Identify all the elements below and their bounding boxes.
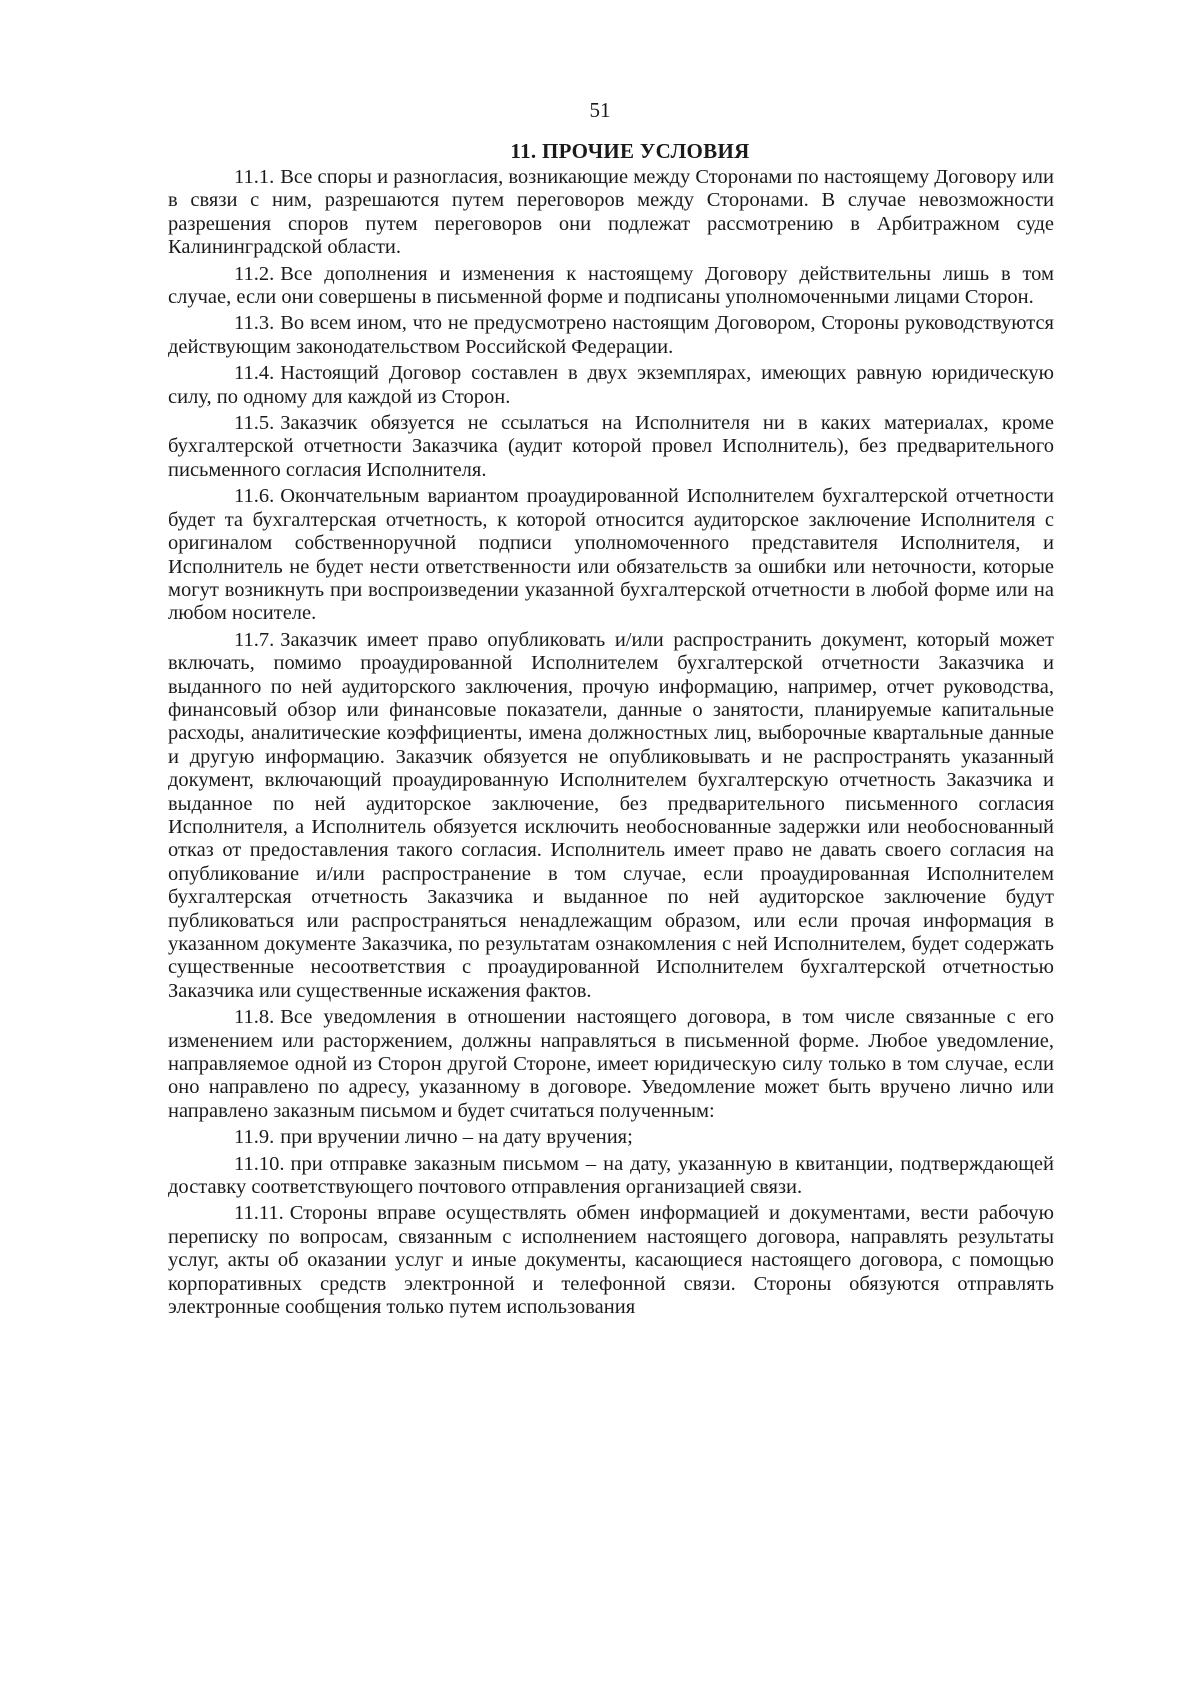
clause-number: 11.7. bbox=[234, 628, 275, 651]
clause-text: Заказчик обязуется не ссылаться на Исполнителя ни в каких материалах, кроме бухгалтерской отчетности Заказчика (аудит которой провел Исполнитель), без предварительного письменного согласия Исполнителя. bbox=[168, 412, 1054, 481]
clause-number: 11.2. bbox=[234, 262, 275, 285]
clause-11-10 bbox=[168, 1153, 1054, 1200]
clause-11-5 bbox=[168, 412, 1054, 482]
clause-11-6 bbox=[168, 485, 1054, 625]
clause-number: 11.8. bbox=[234, 1006, 275, 1029]
clause-text: Окончательным вариантом проаудированной Исполнителем бухгалтерской отчетности будет та бухгалтерская отчетность, к которой относится аудиторское заключение Исполнителя с оригиналом собственноручной подписи уполномоченного представителя Исполнителя, и Исполнитель не будет нести ответственности или обязательств за ошибки или неточности, которые могут возникнуть при воспроизведении указанной бухгалтерской отчетности в любой форме или на любом носителе. bbox=[168, 485, 1054, 625]
clause-number: 11.6. bbox=[234, 485, 275, 508]
clause-number: 11.4. bbox=[234, 362, 275, 385]
clause-text: Все споры и разногласия, возникающие между Сторонами по настоящему Договору или в связи с ним, разрешаются путем переговоров между Сторонами. В случае невозможности разрешения споров путем переговоров они подлежат рассмотрению в Арбитражном суде Калининградской области. bbox=[168, 166, 1054, 259]
clause-11-8 bbox=[168, 1006, 1054, 1123]
clause-number: 11.1. bbox=[234, 166, 275, 188]
clause-number: 11.11. bbox=[234, 1202, 284, 1225]
clause-text: Стороны вправе осуществлять обмен информацией и документами, вести рабочую переписку по вопросам, связанным с исполнением настоящего договора, направлять результаты услуг, акты об оказании услуг и иные документы, касающиеся настоящего договора, с помощью корпоративных средств электронной и телефонной связи. Стороны обязуются отправлять электронные сообщения только путем использования bbox=[168, 1202, 1054, 1319]
clause-11-3 bbox=[168, 312, 1054, 359]
clause-11-4 bbox=[168, 362, 1054, 409]
clause-number: 11.9. bbox=[234, 1126, 275, 1149]
clause-text: Заказчик имеет право опубликовать и/или распространить документ, который может включать, помимо проаудированной Исполнителем бухгалтерской отчетности Заказчика и выданного по ней аудиторского заключения, прочую информацию, например, отчет руководства, финансовый обзор или финансовые показатели, данные о занятости, планируемые капитальные расходы, аналитические коэффициенты, имена должностных лиц, выборочные квартальные данные и другую информацию. Заказчик обязуется не опубликовывать и не распространять указанный документ, включающий проаудированную Исполнителем бухгалтерскую отчетность Заказчика и выданное по ней аудиторское заключение, без предварительного письменного согласия Исполнителя, а Исполнитель обязуется исключить необоснованные задержки или необоснованный отказ от предоставления такого согласия. Исполнитель имеет право не давать своего согласия на опубликование и/или распространение в том случае, если проаудированная Исполнителем бухгалтерская отчетность Заказчика и выданное по ней аудиторское заключение будут публиковаться или распространяться ненадлежащим образом, или если прочая информация в указанном документе Заказчика, по результатам ознакомления с ней Исполнителем, будет содержать существенные несоответствия с проаудированной Исполнителем бухгалтерской отчетностью Заказчика или существенные искажения фактов. bbox=[168, 628, 1054, 1002]
clause-text: Настоящий Договор составлен в двух экземплярах, имеющих равную юридическую силу, по одному для каждой из Сторон. bbox=[168, 362, 1054, 408]
clause-11-1 bbox=[168, 166, 1054, 260]
clause-text: Во всем ином, что не предусмотрено настоящим Договором, Стороны руководствуются действующим законодательством Российской Федерации. bbox=[168, 312, 1054, 358]
clause-number: 11.5. bbox=[234, 412, 275, 435]
document-body bbox=[168, 166, 1054, 1323]
clause-11-11 bbox=[168, 1202, 1054, 1319]
page-number: 51 bbox=[589, 98, 611, 122]
clause-number: 11.10. bbox=[234, 1152, 285, 1175]
clause-11-2 bbox=[168, 263, 1054, 310]
clause-11-9 bbox=[168, 1126, 1054, 1149]
clause-number: 11.3. bbox=[234, 312, 275, 335]
clause-text: Все дополнения и изменения к настоящему Договору действительны лишь в том случае, если они совершены в письменной форме и подписаны уполномоченными лицами Сторон. bbox=[168, 262, 1054, 309]
clause-text: Все уведомления в отношении настоящего договора, в том числе связанные с его изменением или расторжением, должны направляться в письменной форме. Любое уведомление, направляемое одной из Сторон другой Стороне, имеет юридическую силу только в том случае, если оно направлено по адресу, указанному в договоре. Уведомление может быть вручено лично или направлено заказным письмом и будет считаться полученным: bbox=[168, 1006, 1054, 1122]
clause-text: при отправке заказным письмом – на дату, указанную в квитанции, подтверждающей доставку соответствующего почтового отправления организацией связи. bbox=[168, 1152, 1054, 1199]
section-title: 11. ПРОЧИЕ УСЛОВИЯ bbox=[510, 139, 750, 163]
clause-text: при вручении лично – на дату вручения; bbox=[280, 1126, 633, 1149]
clause-11-7 bbox=[168, 629, 1054, 1004]
